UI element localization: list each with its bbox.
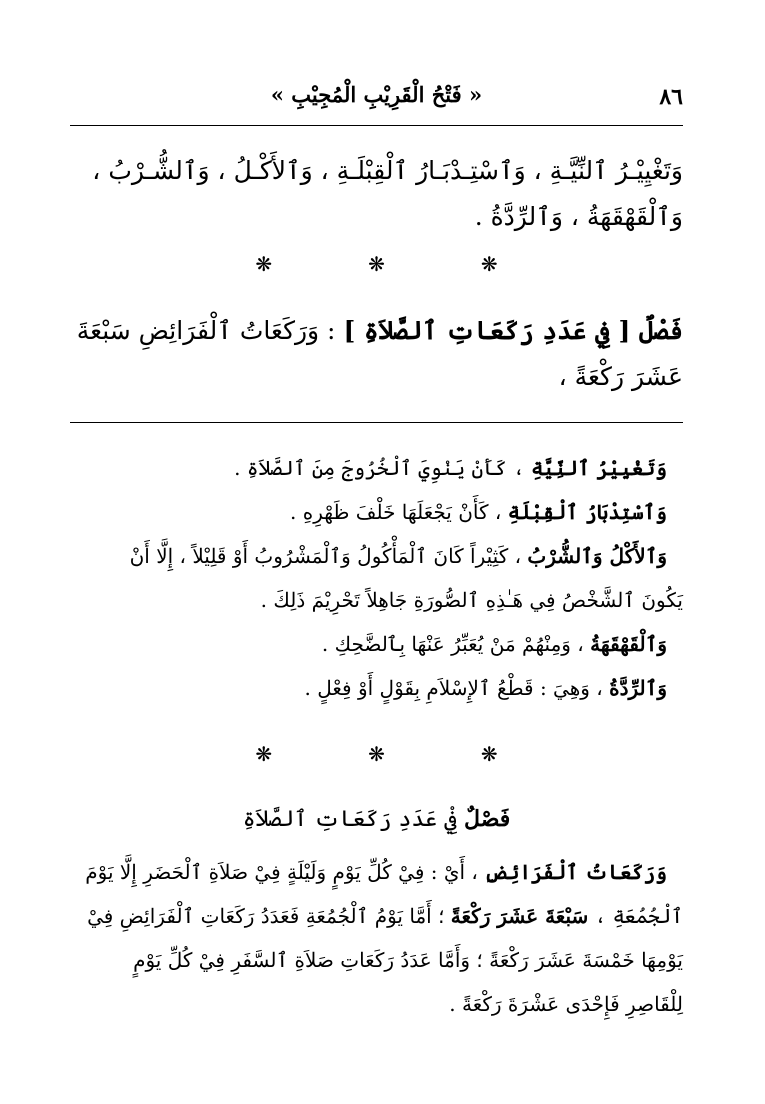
matn-block-2	[70, 308, 683, 400]
heading-text: فِيْ عَدَدِ رَكَعَاتِ ٱلصَّلاَةِ	[242, 807, 465, 832]
star-ornament: ❋	[368, 742, 385, 766]
header-rule	[70, 125, 683, 126]
sharh-text: ، كَأَنْ يَجْعَلَهَا خَلْفَ ظَهْرِهِ .	[290, 500, 508, 524]
sharh-paragraph	[70, 622, 683, 666]
sharh-term: وَٱلأَكْلُ وَٱلشُّرْبُ	[527, 544, 667, 568]
sharh-line	[70, 894, 683, 938]
matn-line: عَشَرَ رَكْعَةً ،	[558, 362, 683, 391]
matn-block-1	[70, 148, 683, 240]
section-separator	[70, 742, 683, 766]
section-heading	[70, 806, 683, 832]
matn-sharh-divider	[70, 422, 683, 423]
star-ornament: ❋	[480, 252, 498, 276]
heading-fasl: فَصْلٌ	[464, 806, 511, 832]
sharh-line: لِلْقَاصِرِ فَإِحْدَى عَشْرَةَ رَكْعَةً .	[449, 992, 683, 1016]
page-header	[70, 78, 683, 118]
sharh-line: يَكُونَ ٱلشَّخْصُ فِي هَـٰذِهِ ٱلصُّورَةِ جَاهِلاً تَحْرِيْمَ ذَلِكَ .	[260, 588, 683, 612]
matn-line: وَتَغْيِيْـرُ ٱلنِّيَّـةِ ، وَٱسْتِـدْبَـارُ ٱلْقِبْلَـةِ ، وَٱلأَكْـلُ ، وَٱلشُّـرْبُ ،	[92, 156, 683, 185]
sharh-text: ، كَأَنْ يَنْوِيَ ٱلْخُرُوجَ مِنَ ٱلصَّلاَةِ .	[234, 456, 532, 480]
sharh-text: ، وَهِيَ : قَطْعُ ٱلإِسْلاَمِ بِقَوْلٍ أَوْ فِعْلٍ .	[304, 676, 610, 700]
star-ornament: ❋	[368, 252, 385, 276]
sharh-text: ، وَمِنْهُمْ مَنْ يُعَبِّرُ عَنْهَا بِٱلضَّحِكِ .	[321, 632, 591, 656]
star-ornament: ❋	[480, 742, 498, 766]
running-title: « فَتْحُ الْقَرِيْبِ الْمُجِيْبِ »	[270, 82, 483, 107]
matn-text: : وَرَكَعَاتُ ٱلْفَرَائِضِ سَبْعَةَ	[76, 316, 344, 345]
sharh-text: ؛ أَمَّا يَوْمُ ٱلْجُمُعَةِ فَعَدَدُ رَكَعَاتِ ٱلْفَرَائِضِ فِيْ	[87, 904, 451, 928]
sharh-term: وَٱلرِّدَّةُ	[609, 676, 667, 700]
page-number: ٨٦	[659, 84, 683, 110]
sharh-paragraph	[70, 850, 683, 894]
sharh-text: ٱلْجُمُعَةِ ،	[588, 904, 683, 928]
sharh-block-2	[70, 850, 683, 1026]
matn-line: وَٱلْقَهْقَهَةُ ، وَٱلرِّدَّةُ .	[474, 202, 683, 231]
sharh-paragraph	[70, 534, 683, 578]
sharh-term: وَرَكَعَاتُ ٱلْفَرَائِضِ	[484, 860, 667, 884]
star-ornament: ❋	[255, 252, 273, 276]
matn-fasl-line	[70, 308, 683, 354]
sharh-paragraph	[70, 446, 683, 490]
sharh-block-1	[70, 446, 683, 710]
sharh-term: سَبْعَةَ عَشَرَ رَكْعَةً	[450, 904, 589, 928]
sharh-term: وَٱسْتِدْبَارُ ٱلْقِبْلَةِ	[507, 500, 667, 524]
sharh-term: وَٱلْقَهْقَهَةُ	[590, 632, 667, 656]
sharh-term: وَتَغْيِيْرُ ٱلنِّيَّةِ	[531, 456, 667, 480]
star-ornament: ❋	[255, 742, 273, 766]
section-separator	[70, 252, 683, 276]
sharh-paragraph	[70, 490, 683, 534]
sharh-text: ، كَثِيْراً كَانَ ٱلْمَأْكُولُ وَٱلْمَشْرُوبُ أَوْ قَلِيْلاً ، إِلَّا أَنْ	[129, 544, 528, 568]
sharh-line: يَوْمِهَا خَمْسَةَ عَشَرَ رَكْعَةً ؛ وَأَمَّا عَدَدُ رَكَعَاتِ صَلاَةِ ٱلسَّفَرِ فِيْ كُلِّ يَوْمٍ	[133, 948, 683, 972]
fasl-title: فَصْلٌ [ فِي عَدَدِ رَكَعَاتِ ٱلصَّلاَةِ ]	[343, 316, 683, 345]
sharh-text: ، أَيْ : فِيْ كُلِّ يَوْمٍ وَلَيْلَةٍ فِيْ صَلاَةِ ٱلْحَضَرِ إِلَّا يَوْمَ	[85, 860, 485, 884]
sharh-paragraph	[70, 666, 683, 710]
